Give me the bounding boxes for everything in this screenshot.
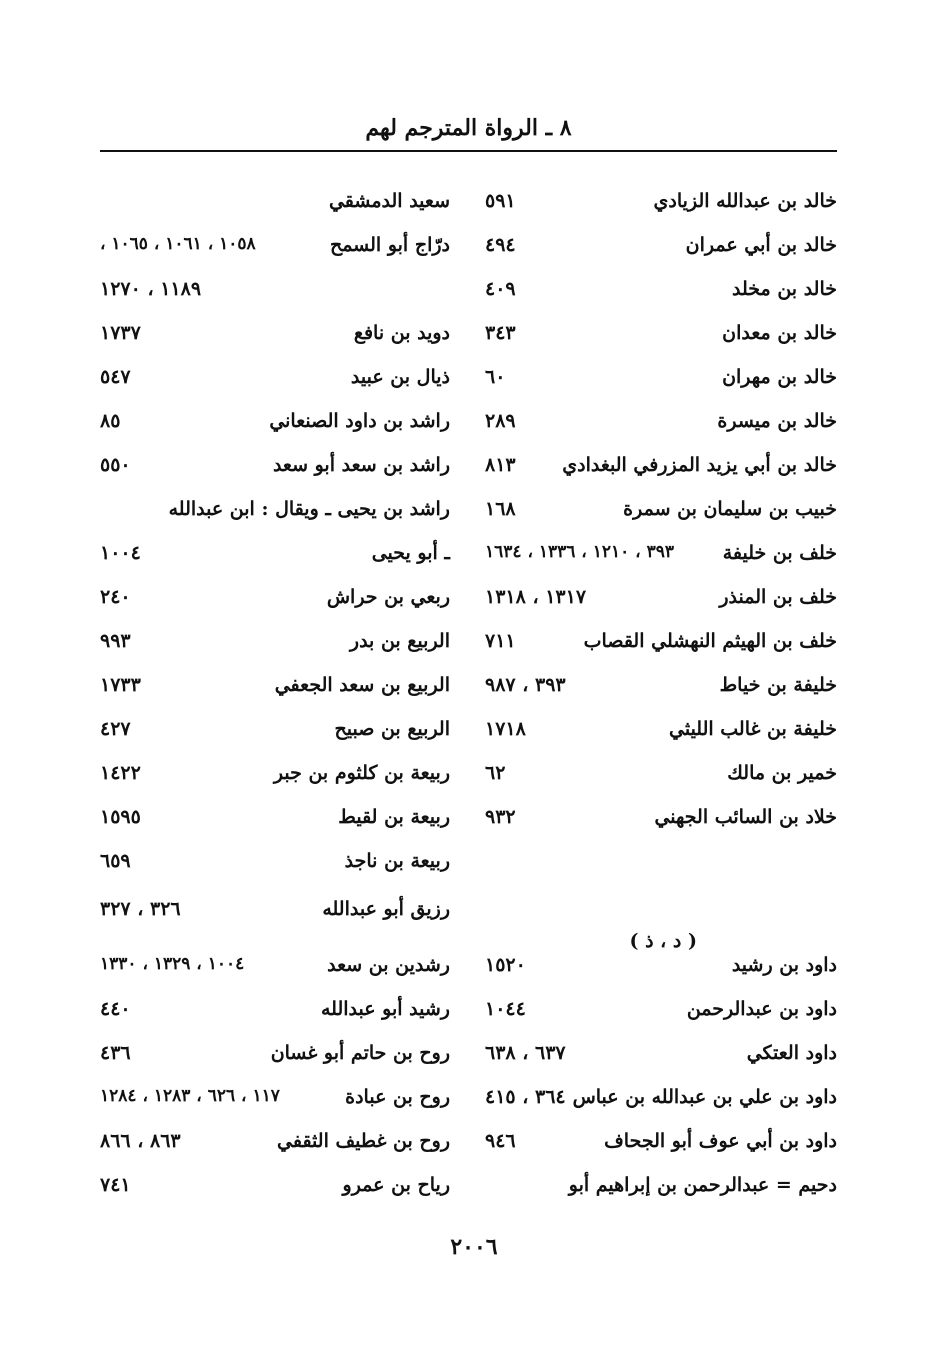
narrator-name: خلف بن المنذر xyxy=(719,586,837,608)
narrator-name: خالد بن ميسرة xyxy=(717,410,837,432)
narrator-name: خلف بن الهيثم النهشلي القصاب xyxy=(583,630,837,652)
narrator-name: رشيد أبو عبدالله xyxy=(320,998,450,1020)
list-item xyxy=(100,406,450,440)
narrator-name: دويد بن نافع xyxy=(353,322,450,344)
list-item xyxy=(485,714,837,748)
narrator-name: داود العتكي xyxy=(746,1042,837,1064)
narrator-name: داود بن رشيد xyxy=(731,954,837,976)
narrator-name: ربيعة بن لقيط xyxy=(338,806,450,828)
reference-numbers: ٩٩٣ xyxy=(100,630,131,652)
list-item xyxy=(485,1170,837,1204)
narrator-name: خليفة بن خياط xyxy=(719,674,837,696)
narrator-name: ـ أبو يحيى xyxy=(371,542,450,564)
list-item xyxy=(485,274,837,308)
reference-numbers: ٢٨٩ xyxy=(485,410,516,432)
list-item xyxy=(485,1126,837,1160)
list-item xyxy=(100,362,450,396)
list-item xyxy=(100,538,450,572)
reference-numbers: ٨١٣ xyxy=(485,454,516,476)
narrator-name: روح بن عبادة xyxy=(345,1086,450,1108)
reference-numbers: ٦٠ xyxy=(485,366,506,388)
narrator-name: راشد بن سعد أبو سعد xyxy=(272,454,450,476)
reference-numbers: ٤٢٧ xyxy=(100,718,131,740)
list-item xyxy=(100,582,450,616)
reference-numbers: ١١٨٩ ، ١٢٧٠ xyxy=(100,278,202,300)
reference-numbers: ١٣١٧ ، ١٣١٨ xyxy=(485,586,587,608)
reference-numbers: ٦٣٧ ، ٦٣٨ xyxy=(485,1042,566,1064)
reference-numbers: ٤٠٩ xyxy=(485,278,516,300)
narrator-name: خالد بن مهران xyxy=(722,366,837,388)
narrator-name: رشدين بن سعد xyxy=(327,954,450,976)
narrator-name: ربعي بن حراش xyxy=(326,586,450,608)
narrator-name: خليفة بن غالب الليثي xyxy=(669,718,837,740)
page-header xyxy=(100,108,837,148)
reference-numbers: ٦٢ xyxy=(485,762,506,784)
list-item xyxy=(100,450,450,484)
reference-numbers: ٩٤٦ xyxy=(485,1130,516,1152)
reference-numbers: ١١٧ ، ٦٢٦ ، ١٢٨٣ ، ١٢٨٤ xyxy=(100,1086,280,1106)
list-item xyxy=(100,894,450,928)
narrator-name: درّاج أبو السمح xyxy=(329,234,450,256)
list-item xyxy=(485,230,837,264)
narrator-name: خالد بن أبي عمران xyxy=(685,234,837,256)
narrator-name: سعيد الدمشقي xyxy=(328,190,450,212)
reference-numbers: ٣٢٦ ، ٣٢٧ xyxy=(100,898,181,920)
list-item xyxy=(485,1082,837,1116)
list-item xyxy=(485,758,837,792)
reference-numbers: ٤٩٤ xyxy=(485,234,516,256)
reference-numbers: ١٠٥٨ ، ١٠٦١ ، ١٠٦٥ ، xyxy=(100,234,256,254)
list-item xyxy=(100,494,450,528)
narrator-name: رزيق أبو عبدالله xyxy=(322,898,450,920)
list-item xyxy=(485,186,837,220)
reference-numbers: ٣٤٣ xyxy=(485,322,516,344)
reference-numbers: ٨٦٣ ، ٨٦٦ xyxy=(100,1130,181,1152)
narrator-name: داود بن أبي عوف أبو الجحاف xyxy=(604,1130,837,1152)
narrator-name: داود بن عبدالرحمن xyxy=(686,998,837,1020)
narrator-name: خالد بن أبي يزيد المزرفي البغدادي xyxy=(562,454,837,476)
list-item xyxy=(100,274,450,308)
narrator-name: الربيع بن سعد الجعفي xyxy=(274,674,450,696)
list-item xyxy=(485,494,837,528)
narrator-name: راشد بن يحيى ـ ويقال : ابن عبدالله xyxy=(168,498,450,520)
list-item xyxy=(100,186,450,220)
reference-numbers: ١٤٢٢ xyxy=(100,762,141,784)
narrator-name: روح بن غطيف الثقفي xyxy=(277,1130,450,1152)
list-item xyxy=(485,626,837,660)
reference-numbers: ١٥٩٥ xyxy=(100,806,141,828)
list-item xyxy=(100,318,450,352)
narrator-name: ربيعة بن كلثوم بن جبر xyxy=(273,762,450,784)
list-item xyxy=(100,802,450,836)
list-item xyxy=(485,450,837,484)
reference-numbers: ٨٥ xyxy=(100,410,121,432)
reference-numbers: ١٠٤٤ xyxy=(485,998,526,1020)
reference-numbers: ٧١١ xyxy=(485,630,516,652)
narrator-name: خالد بن عبدالله الزيادي xyxy=(653,190,837,212)
list-item xyxy=(485,802,837,836)
list-item xyxy=(485,406,837,440)
list-item xyxy=(485,994,837,1028)
narrator-name: رياح بن عمرو xyxy=(342,1174,450,1196)
list-item xyxy=(100,230,450,264)
reference-numbers: ٦٥٩ xyxy=(100,850,131,872)
section-label: ( د ، ذ ) xyxy=(629,930,697,952)
narrator-name: خبيب بن سليمان بن سمرة xyxy=(623,498,837,520)
narrator-name: خلف بن خليفة xyxy=(722,542,837,564)
list-item xyxy=(485,670,837,704)
reference-numbers: ١٧٣٧ xyxy=(100,322,141,344)
narrator-name: الربيع بن صبيح xyxy=(334,718,450,740)
reference-numbers: ١٦٨ xyxy=(485,498,516,520)
reference-numbers: ١٧١٨ xyxy=(485,718,526,740)
narrator-name: خمير بن مالك xyxy=(727,762,837,784)
reference-numbers: ٤٤٠ xyxy=(100,998,131,1020)
narrator-name: خالد بن مخلد xyxy=(732,278,837,300)
reference-numbers: ٧٤١ xyxy=(100,1174,131,1196)
list-item xyxy=(485,318,837,352)
narrator-name: خالد بن معدان xyxy=(722,322,837,344)
reference-numbers: ٣٩٣ ، ٩٨٧ xyxy=(485,674,566,696)
list-item xyxy=(100,670,450,704)
reference-numbers: ١٥٢٠ xyxy=(485,954,526,976)
narrator-name: ذيال بن عبيد xyxy=(350,366,450,388)
list-item xyxy=(100,1126,450,1160)
reference-numbers: ٣٦٤ ، ٤١٥ xyxy=(485,1086,566,1108)
list-item xyxy=(100,1082,450,1116)
list-item xyxy=(485,950,837,984)
reference-numbers: ١٧٣٣ xyxy=(100,674,141,696)
reference-numbers: ٥٩١ xyxy=(485,190,516,212)
list-item xyxy=(100,1170,450,1204)
narrator-name: خلاد بن السائب الجهني xyxy=(654,806,837,828)
narrator-name: دحيم = عبدالرحمن بن إبراهيم أبو xyxy=(568,1174,837,1196)
reference-numbers: ١٠٠٤ ، ١٣٢٩ ، ١٣٣٠ xyxy=(100,954,245,974)
reference-numbers: ٤٣٦ xyxy=(100,1042,131,1064)
reference-numbers: ٩٣٢ xyxy=(485,806,516,828)
narrator-name: راشد بن داود الصنعاني xyxy=(269,410,450,432)
narrator-name: الربيع بن بدر xyxy=(349,630,450,652)
narrator-name: داود بن علي بن عبدالله بن عباس xyxy=(572,1086,837,1108)
reference-numbers: ٥٤٧ xyxy=(100,366,131,388)
header-divider xyxy=(100,150,837,152)
list-item xyxy=(100,758,450,792)
page-title: ٨ ـ الرواة المترجم لهم xyxy=(365,115,572,141)
list-item xyxy=(100,846,450,880)
narrator-name: ربيعة بن ناجذ xyxy=(344,850,450,872)
reference-numbers: ١٠٠٤ xyxy=(100,542,141,564)
list-item xyxy=(100,994,450,1028)
reference-numbers: ٥٥٠ xyxy=(100,454,131,476)
reference-numbers: ٣٩٣ ، ١٢١٠ ، ١٣٣٦ ، ١٦٣٤ xyxy=(485,542,674,562)
list-item xyxy=(100,950,450,984)
list-item xyxy=(485,362,837,396)
narrator-name: روح بن حاتم أبو غسان xyxy=(270,1042,450,1064)
page-number: ٢٠٠٦ xyxy=(450,1234,498,1260)
list-item xyxy=(100,714,450,748)
list-item xyxy=(100,1038,450,1072)
reference-numbers: ٢٤٠ xyxy=(100,586,131,608)
list-item xyxy=(100,626,450,660)
list-item xyxy=(485,582,837,616)
list-item xyxy=(485,1038,837,1072)
list-item xyxy=(485,538,837,572)
